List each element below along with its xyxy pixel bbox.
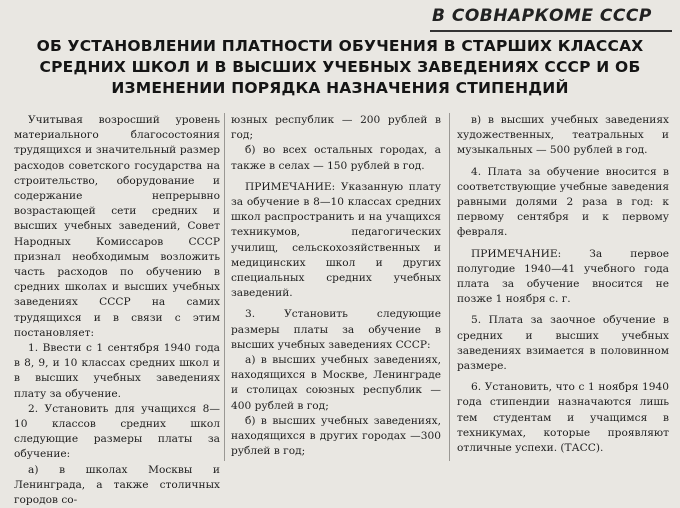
paragraph: а) в высших учебных заведениях, находящихся в Москве, Ленинграде и столицах союзных республик — 400 рублей в год;: [231, 354, 441, 412]
paragraph: б) во всех остальных городах, а также в селах — 150 рублей в год.: [231, 144, 441, 172]
paragraph: в) в высших учебных заведениях художественных, театральных и музыкальных — 500 рублей в год.: [457, 114, 669, 157]
paragraph: 3. Установить следующие размеры платы за обучение в высших учебных заведениях СССР:: [231, 308, 441, 351]
paragraph: 1. Ввести с 1 сентября 1940 года в 8, 9, и 10 классах средних школ и в высших учебных заведениях плату за обучение.: [14, 342, 220, 400]
paragraph: юзных республик — 200 рублей в год;: [231, 114, 441, 142]
article-column-2: [231, 113, 441, 459]
paragraph: б) в высших учебных заведениях, находящихся в других городах —300 рублей в год;: [231, 414, 441, 458]
paragraph: 2. Установить для учащихся 8—10 классов средних школ следующие размеры платы за обучение:: [14, 402, 220, 461]
paragraph: ПРИМЕЧАНИЕ: За первое полугодие 1940—41 учебного года плата за обучение вносится не позже 1 ноября с. г.: [457, 247, 669, 306]
article-column-3: [457, 113, 669, 456]
column-divider: [224, 113, 225, 461]
paragraph: 4. Плата за обучение вносится в соответствующие учебные заведения равными долями 2 раза в год: к первому сентября и к первому февраля.: [457, 165, 669, 239]
paragraph: ПРИМЕЧАНИЕ: Указанную плату за обучение в 8—10 классах средних школ распространить и на учащихся техникумов, педагогических училищ, сельскохозяйственных и медицинских школ и других специальных средних учебных заведений.: [231, 180, 441, 300]
paragraph: 5. Плата за заочное обучение в средних и высших учебных заведениях взимается в половинном размере.: [457, 314, 669, 373]
column-divider: [449, 113, 450, 461]
paragraph: а) в школах Москвы и Ленинграда, а также столичных городов со-: [14, 463, 220, 507]
section-rubric: В СОВНАРКОМЕ СССР: [432, 6, 652, 26]
article-column-1: [14, 113, 220, 508]
rubric-underline: [430, 30, 672, 32]
paragraph: 6. Установить, что с 1 ноября 1940 года стипендии назначаются лишь тем студентам и учащимся в техникумах, которые проявляют отличные успехи. (ТАСС).: [457, 381, 669, 455]
article-headline: ОБ УСТАНОВЛЕНИИ ПЛАТНОСТИ ОБУЧЕНИЯ В СТАРШИХ КЛАССАХ СРЕДНИХ ШКОЛ И В ВЫСШИХ УЧЕБНЫХ ЗАВЕДЕНИЯХ СССР И ОБ ИЗМЕНЕНИИ ПОРЯДКА НАЗНАЧЕНИЯ СТИПЕНДИЙ: [36, 37, 644, 97]
paragraph: Учитывая возросший уровень материального благосостояния трудящихся и значительный размер расходов советского государства на строительство, оборудование и содержание непрерывно возрастающей сети средних и высших учебных заведений, Совет Народных Комиссаров СССР признал необходимым возложить часть расходов по обучению в средних школах и высших учебных заведениях СССР на самих трудящихся и в связи с этим постановляет:: [14, 114, 220, 339]
